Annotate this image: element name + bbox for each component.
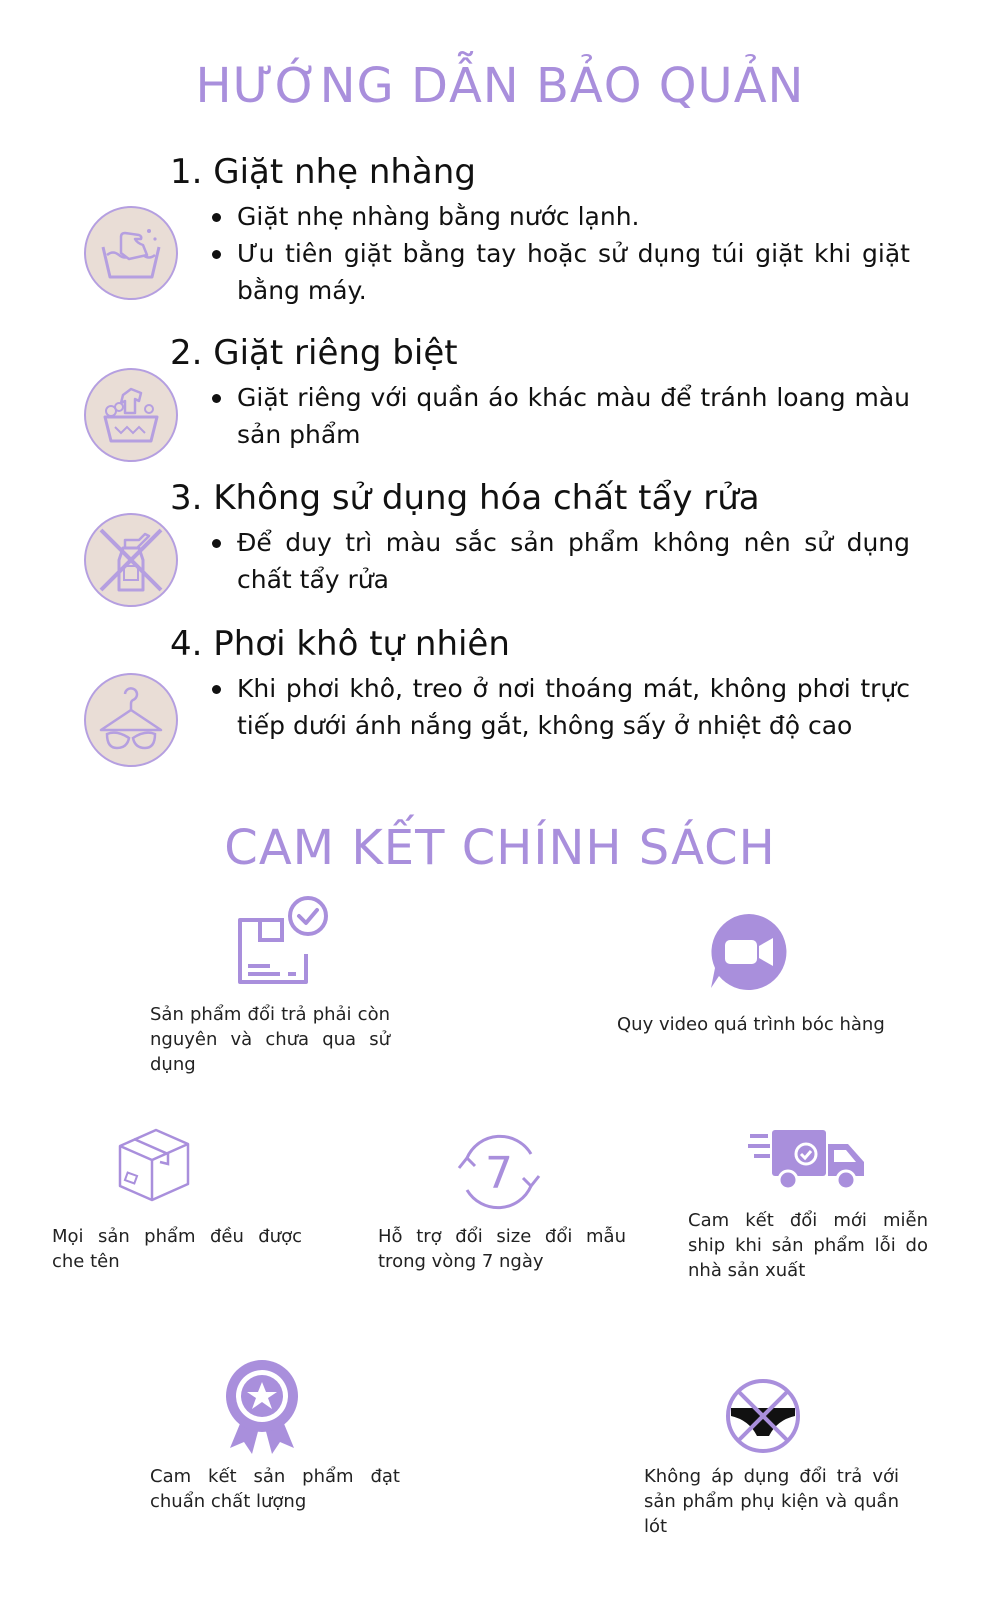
day-count-label: 7	[485, 1148, 513, 1199]
care-title: 2. Giặt riêng biệt	[170, 333, 458, 373]
care-bullet: Ưu tiên giặt bằng tay hoặc sử dụng túi giặt khi giặt bằng máy.	[170, 235, 910, 309]
policy-text: Sản phẩm đổi trả phải còn nguyên và chưa qua sử dụng	[150, 1004, 390, 1075]
policy-text: Không áp dụng đổi trả với sản phẩm phụ kiện và quần lót	[644, 1466, 899, 1537]
policy-heading: CAM KẾT CHÍNH SÁCH	[224, 820, 776, 876]
policy-text: Hỗ trợ đổi size đổi mẫu trong vòng 7 ngày	[378, 1226, 626, 1272]
care-bullet-list	[170, 198, 910, 309]
care-bullet-list	[170, 524, 910, 598]
policy-text: Cam kết đổi mới miễn ship khi sản phẩm lỗi do nhà sản xuất	[688, 1210, 928, 1281]
box-check-icon	[234, 892, 332, 990]
care-bullet: Khi phơi khô, treo ở nơi thoáng mát, không phơi trực tiếp dưới ánh nắng gắt, không sấy ở nhiệt độ cao	[170, 670, 910, 744]
package-icon	[116, 1126, 192, 1202]
no-detergent-icon	[83, 512, 179, 608]
policy-text: Cam kết sản phẩm đạt chuẩn chất lượng	[150, 1466, 400, 1512]
care-bullet: Để duy trì màu sắc sản phẩm không nên sử dụng chất tẩy rửa	[170, 524, 910, 598]
care-title: 1. Giặt nhẹ nhàng	[170, 152, 476, 192]
seven-day-return-icon	[455, 1128, 543, 1216]
video-camera-icon	[709, 912, 789, 992]
hanger-icon	[83, 672, 179, 768]
delivery-truck-icon	[748, 1128, 868, 1192]
care-bullet-list	[170, 670, 910, 744]
policy-text: Mọi sản phẩm đều được che tên	[52, 1226, 302, 1272]
policy-text: Quy video quá trình bóc hàng	[617, 1014, 885, 1035]
no-underwear-icon	[725, 1378, 801, 1454]
laundry-basin-icon	[83, 367, 179, 463]
care-bullet: Giặt nhẹ nhàng bằng nước lạnh.	[170, 198, 910, 235]
hand-wash-icon	[83, 205, 179, 301]
care-heading: HƯỚNG DẪN BẢO QUẢN	[195, 58, 805, 114]
care-bullet-list	[170, 379, 910, 453]
care-title: 3. Không sử dụng hóa chất tẩy rửa	[170, 478, 760, 518]
quality-badge-icon	[222, 1358, 302, 1454]
care-bullet: Giặt riêng với quần áo khác màu để tránh loang màu sản phẩm	[170, 379, 910, 453]
care-title: 4. Phơi khô tự nhiên	[170, 624, 510, 664]
